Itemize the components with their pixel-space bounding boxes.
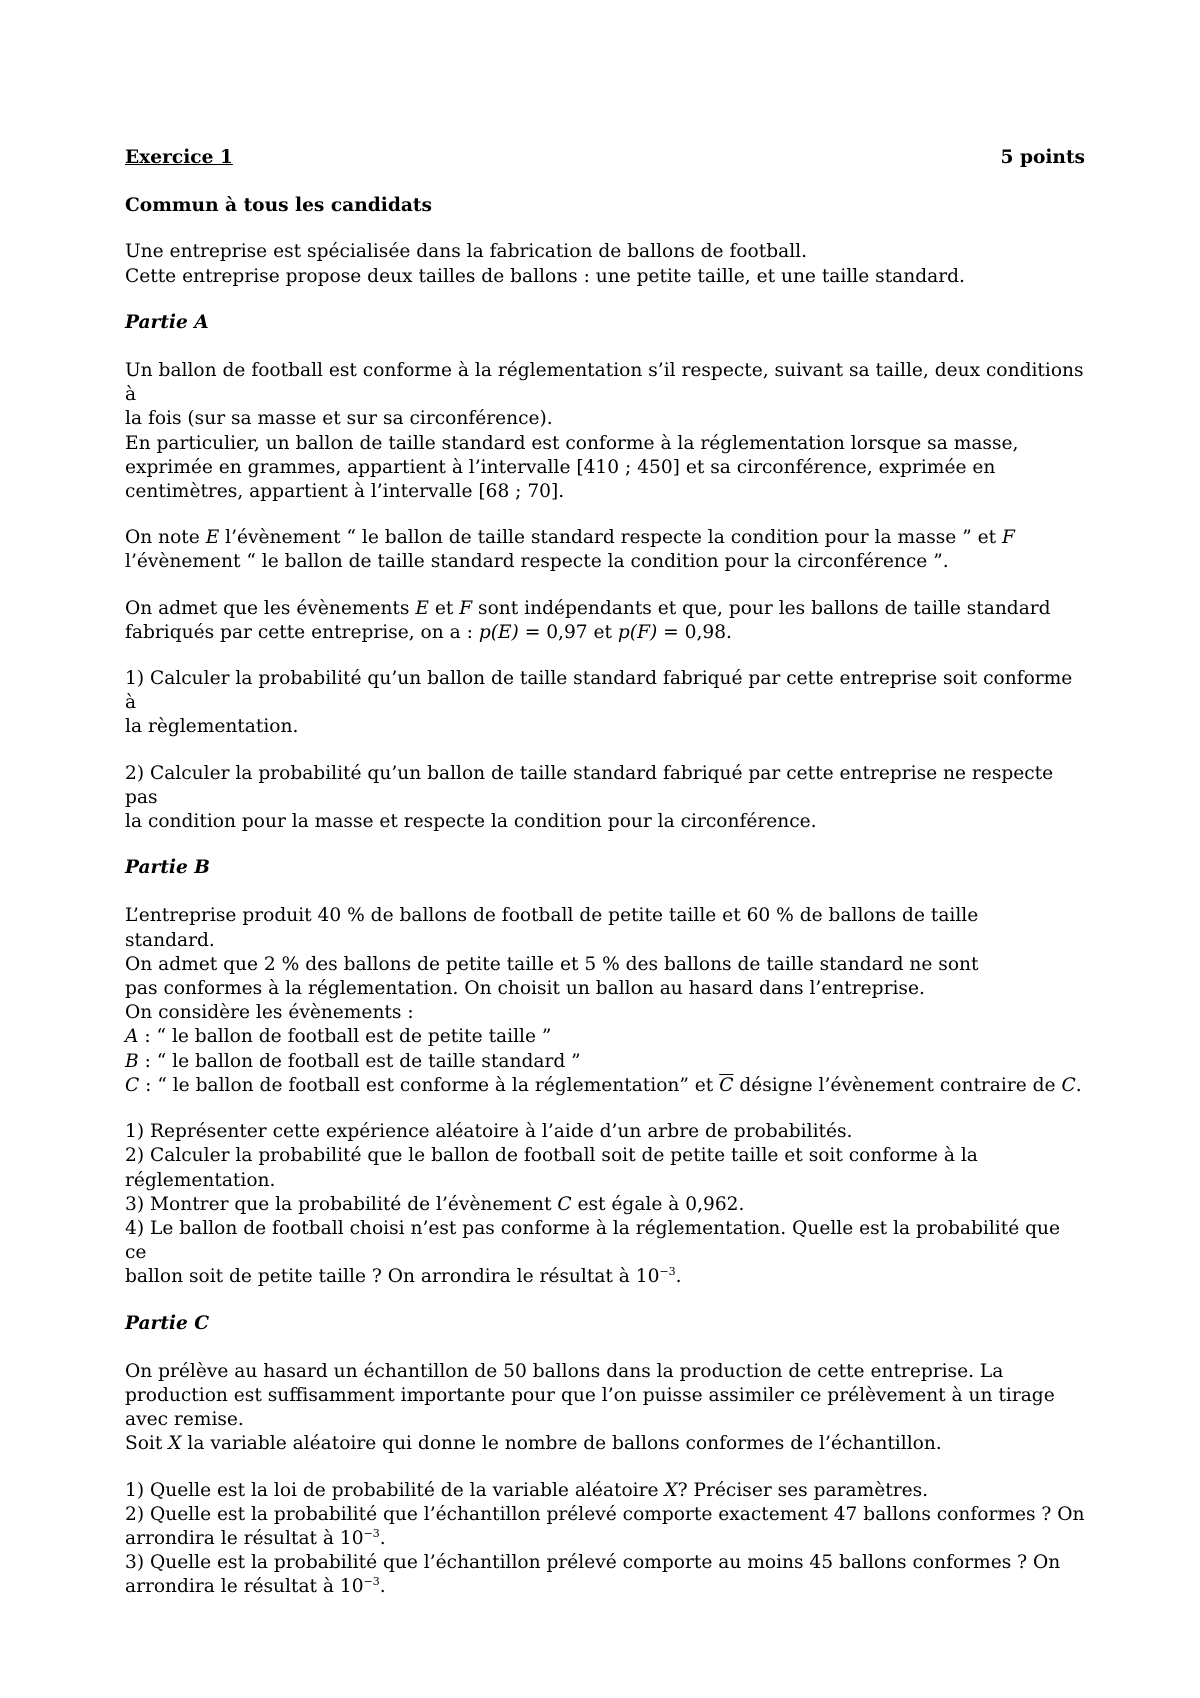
text-line xyxy=(125,621,1085,645)
part-a-paragraph-3 xyxy=(125,597,1085,645)
text-fragment: est égale à 0,962. xyxy=(571,1193,745,1215)
part-c-paragraph xyxy=(125,1360,1085,1457)
part-b-paragraph xyxy=(125,904,1085,1098)
exponent: −3 xyxy=(659,1265,676,1279)
text-line xyxy=(125,1432,1085,1456)
part-c-title: Partie C xyxy=(125,1312,210,1334)
text-fragment: l’évènement “ le ballon de taille standard respecte la condition pour la masse ” et xyxy=(219,527,1002,549)
text-line: 1) Calculer la probabilité qu’un ballon de taille standard fabriqué par cette entreprise soit conforme à xyxy=(125,668,1073,714)
prob-e: p(E) xyxy=(478,621,519,643)
intro-paragraph xyxy=(125,240,1085,288)
text-line: production est suffisamment importante pour que l’on puisse assimiler ce prélèvement à un tirage xyxy=(125,1384,1055,1406)
text-fragment: ballon soit de petite taille ? On arrondira le résultat à 10 xyxy=(125,1266,660,1288)
text-fragment: 1) Quelle est la loi de probabilité de la variable aléatoire xyxy=(125,1479,665,1501)
event-c: C xyxy=(1061,1074,1076,1096)
exercise-page xyxy=(125,146,1085,1600)
text-line xyxy=(125,1265,1085,1289)
text-fragment: arrondira le résultat à 10 xyxy=(125,1527,364,1549)
part-a-question-1 xyxy=(125,667,1085,740)
event-a-line xyxy=(125,1025,1085,1049)
text-line: la règlementation. xyxy=(125,716,299,738)
text-fragment: : “ le ballon de football est conforme à la réglementation” et xyxy=(139,1074,720,1096)
text-line: L’entreprise produit 40 % de ballons de football de petite taille et 60 % de ballons de taille xyxy=(125,905,979,927)
text-fragment: . xyxy=(1075,1074,1082,1096)
text-line xyxy=(125,526,1085,550)
text-fragment: : “ le ballon de football est de petite taille ” xyxy=(138,1026,552,1048)
text-line: On admet que 2 % des ballons de petite taille et 5 % des ballons de taille standard ne sont xyxy=(125,953,979,975)
text-line: standard. xyxy=(125,929,215,951)
exponent: −3 xyxy=(363,1575,380,1589)
exercise-title: Exercice 1 xyxy=(125,147,233,168)
text-line: 3) Quelle est la probabilité que l’échantillon prélevé comporte au moins 45 ballons conformes ? On xyxy=(125,1552,1061,1574)
text-fragment: arrondira le résultat à 10 xyxy=(125,1576,364,1598)
event-b: B xyxy=(125,1050,139,1072)
text-line: exprimée en grammes, appartient à l’intervalle [410 ; 450] et sa circonférence, exprimée en xyxy=(125,456,996,478)
text-line: On prélève au hasard un échantillon de 50 ballons dans la production de cette entreprise. La xyxy=(125,1360,1004,1382)
event-c-line xyxy=(125,1074,1085,1098)
text-fragment: On admet que les évènements xyxy=(125,597,416,619)
event-f: F xyxy=(459,597,473,619)
text-fragment: ? Préciser ses paramètres. xyxy=(677,1479,929,1501)
prob-f: p(F) xyxy=(617,621,658,643)
text-line: 4) Le ballon de football choisi n’est pas conforme à la réglementation. Quelle est la probabilité que ce xyxy=(125,1217,1060,1264)
text-line: On considère les évènements : xyxy=(125,1002,414,1024)
text-line: l’évènement “ le ballon de taille standard respecte la condition pour la circonférence ”. xyxy=(125,551,949,573)
text-line xyxy=(125,597,1085,621)
variable-x: X xyxy=(664,1479,678,1501)
event-f: F xyxy=(1002,527,1015,549)
text-line xyxy=(125,1193,1085,1217)
text-line xyxy=(125,1527,1085,1551)
part-a-question-2 xyxy=(125,762,1085,835)
text-fragment: On note xyxy=(125,527,206,549)
text-fragment: = 0,97 et xyxy=(518,621,618,643)
text-line: pas conformes à la réglementation. On choisit un ballon au hasard dans l’entreprise. xyxy=(125,978,925,1000)
text-fragment: sont indépendants et que, pour les ballons de taille standard xyxy=(472,597,1051,619)
text-line: la condition pour la masse et respecte la condition pour la circonférence. xyxy=(125,811,817,833)
text-fragment: . xyxy=(379,1576,386,1598)
text-line: 2) Calculer la probabilité qu’un ballon de taille standard fabriqué par cette entreprise ne respecte pas xyxy=(125,762,1054,808)
text-fragment: 3) Montrer que la probabilité de l’évènement xyxy=(125,1193,558,1215)
text-line: 1) Représenter cette expérience aléatoire à l’aide d’un arbre de probabilités. xyxy=(125,1121,853,1143)
text-line xyxy=(125,1479,1085,1503)
text-line: avec remise. xyxy=(125,1409,244,1431)
part-b-questions xyxy=(125,1120,1085,1289)
text-line xyxy=(125,1575,1085,1599)
part-b-title: Partie B xyxy=(125,857,210,879)
common-heading: Commun à tous les candidats xyxy=(125,195,432,217)
event-a: A xyxy=(125,1026,139,1048)
event-c: C xyxy=(125,1074,140,1096)
text-line: la fois (sur sa masse et sur sa circonférence). xyxy=(125,408,553,430)
exponent: −3 xyxy=(363,1526,380,1540)
event-e: E xyxy=(205,527,220,549)
intro-line: Une entreprise est spécialisée dans la fabrication de ballons de football. xyxy=(125,241,808,263)
text-fragment: et xyxy=(428,597,460,619)
event-c: C xyxy=(557,1193,572,1215)
part-c-questions xyxy=(125,1479,1085,1600)
points-label: 5 points xyxy=(1000,147,1085,168)
text-fragment: = 0,98. xyxy=(657,621,732,643)
text-fragment: la variable aléatoire qui donne le nombre de ballons conformes de l’échantillon. xyxy=(181,1433,942,1455)
text-line: 2) Calculer la probabilité que le ballon de football soit de petite taille et soit conforme à la xyxy=(125,1145,978,1167)
text-line: En particulier, un ballon de taille standard est conforme à la réglementation lorsque sa masse, xyxy=(125,432,1019,454)
part-a-paragraph-2 xyxy=(125,526,1085,574)
text-fragment: Soit xyxy=(125,1433,169,1455)
variable-x: X xyxy=(168,1433,182,1455)
text-line: Un ballon de football est conforme à la réglementation s’il respecte, suivant sa taille, deux conditions à xyxy=(125,360,1084,406)
part-a-paragraph-1 xyxy=(125,359,1085,504)
text-line: réglementation. xyxy=(125,1169,276,1191)
event-b-line xyxy=(125,1050,1085,1074)
text-fragment: . xyxy=(379,1527,386,1549)
event-e: E xyxy=(415,597,429,619)
text-line: centimètres, appartient à l’intervalle [68 ; 70]. xyxy=(125,481,565,503)
text-fragment: . xyxy=(675,1266,682,1288)
event-c-complement: $\overline{C}$ xyxy=(719,1074,734,1096)
text-fragment: : “ le ballon de football est de taille standard ” xyxy=(138,1050,581,1072)
text-line: 2) Quelle est la probabilité que l’échantillon prélevé comporte exactement 47 ballons conformes ? On xyxy=(125,1503,1085,1525)
part-a-title: Partie A xyxy=(125,311,209,333)
intro-line: Cette entreprise propose deux tailles de ballons : une petite taille, et une taille standard. xyxy=(125,265,965,287)
text-fragment: fabriqués par cette entreprise, on a : xyxy=(125,621,479,643)
text-fragment: désigne l’évènement contraire de xyxy=(733,1074,1062,1096)
exercise-header xyxy=(125,146,1085,170)
